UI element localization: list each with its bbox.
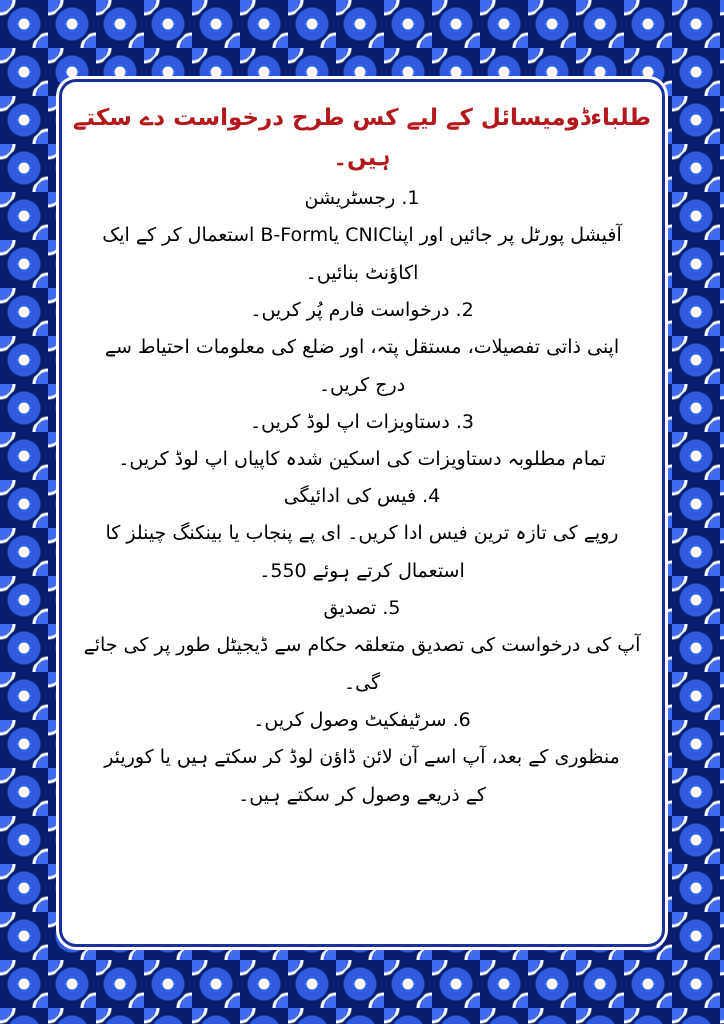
step-body: آپ کی درخواست کی تصدیق متعلقہ حکام سے ڈیجیٹل طور پر کی جائے گی۔ <box>83 634 641 694</box>
step-heading: 5. تصدیق <box>323 597 401 619</box>
step-heading: 4. فیس کی ادائیگی <box>283 485 441 507</box>
step-heading: 3. دستاویزات اپ لوڈ کریں۔ <box>250 411 474 433</box>
step-4 <box>70 478 654 590</box>
document-content <box>70 98 654 814</box>
step-3 <box>70 404 654 478</box>
step-1 <box>70 180 654 292</box>
step-5 <box>70 590 654 702</box>
step-heading: 6. سرٹیفکیٹ وصول کریں۔ <box>253 709 471 731</box>
step-6 <box>70 702 654 814</box>
step-body: روپے کی تازہ ترین فیس ادا کریں۔ ای پے پنجاب یا بینکنگ چینلز کا استعمال کرتے ہوئے 550۔ <box>105 522 619 582</box>
step-body: اپنی ذاتی تفصیلات، مستقل پتہ، اور ضلع کی معلومات احتیاط سے درج کریں۔ <box>104 336 620 396</box>
step-heading: 1. رجسٹریشن <box>304 187 420 209</box>
page-title: طلباءڈومیسائل کے لیے کس طرح درخواست دے سکتے ہیں۔ <box>72 105 652 171</box>
step-body: آفیشل پورٹل پر جائیں اور اپناCNIC یاB-Form استعمال کر کے ایک اکاؤنٹ بنائیں۔ <box>102 224 622 284</box>
step-heading: 2. درخواست فارم پُر کریں۔ <box>250 299 474 321</box>
step-body: منظوری کے بعد، آپ اسے آن لائن ڈاؤن لوڈ کر سکتے ہیں یا کوریئر کے ذریعے وصول کر سکتے ہیں۔ <box>104 746 620 806</box>
step-2 <box>70 292 654 404</box>
step-body: تمام مطلوبہ دستاویزات کی اسکین شدہ کاپیاں اپ لوڈ کریں۔ <box>118 448 606 470</box>
